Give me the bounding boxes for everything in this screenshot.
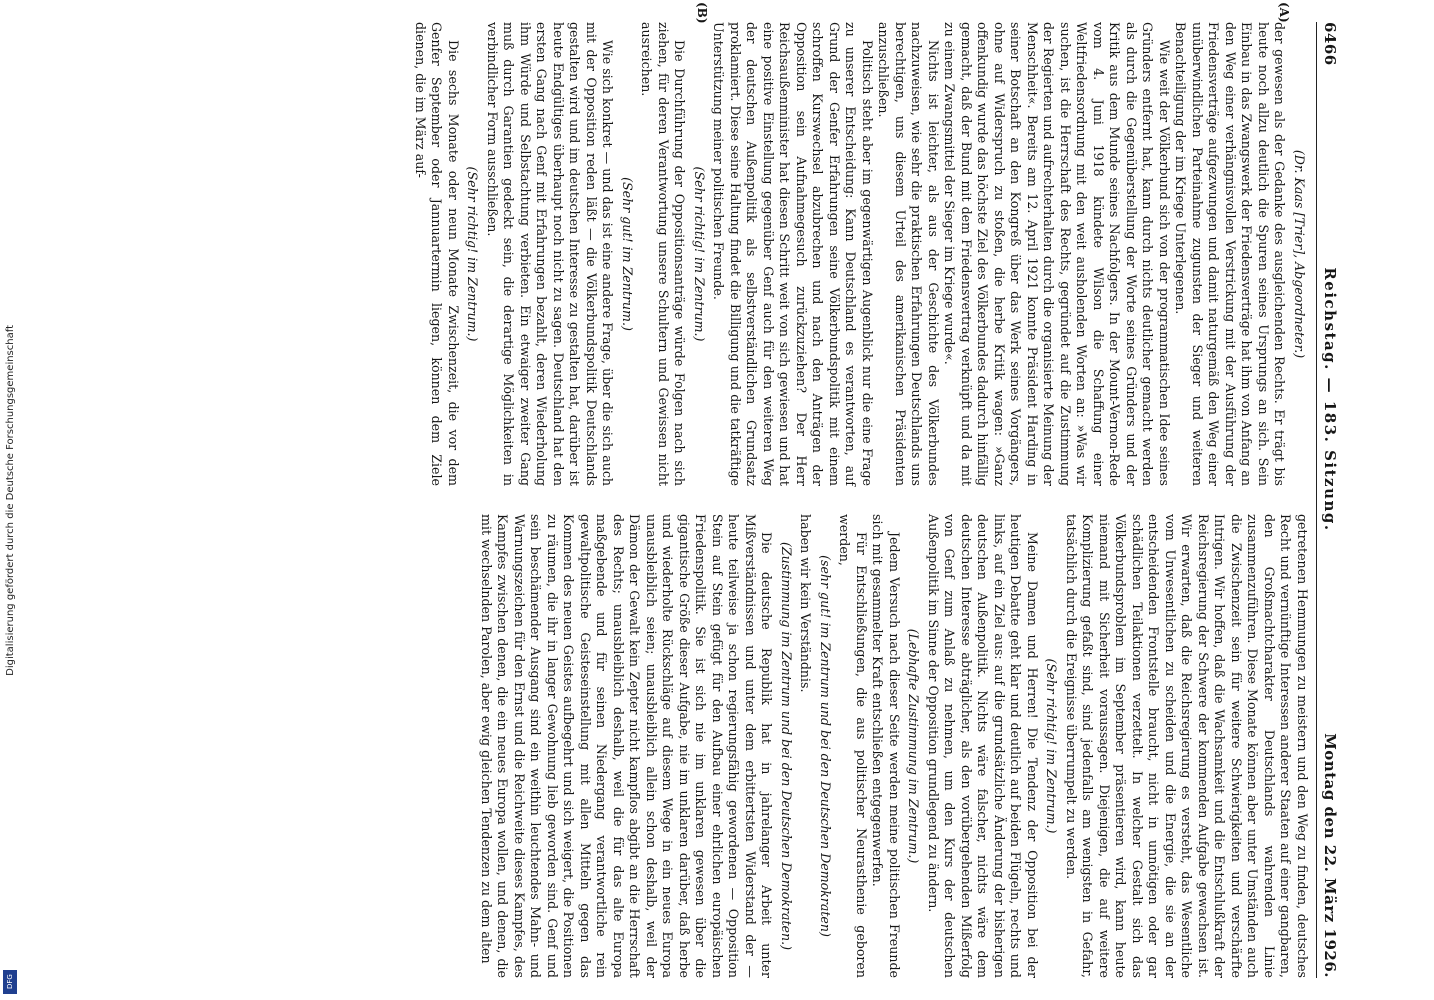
- paragraph: Wie weit der Völkerbund sich von der programmatischen Idee seines Gründers entfernt hat, kann durch nichts deutlicher gemacht werden als durch die Gegenüberstellung der Worte seines Gründers und der Kritik aus dem Munde seines Nachfolgers. In der Mount-Vernon-Rede vom 4. Juni 1918 kündete Wilson die Schaffung einer Weltfriedensordnung mit den weit ausholenden Worten an: »Was wir suchen, ist die Herrschaft des Rechts, gegründet auf die Zustimmung der Regierten und aufrechterhalten durch die organisierte Meinung der Menschheit«. Bereits am 12. April 1921 konnte Präsident Harding in seiner Botschaft an den Kongreß über das Werk seines Vorgängers, ohne auf Widerspruch zu stoßen, die herbe Kritik wagen: »Ganz offenkundig wurde das höchste Ziel des Völkerbundes dadurch hinfällig gemacht, daß der Bund mit dem Friedensvertrag verknüpft und da mit zu einem Zwangsmittel der Sieger im Kriege wurde«.: [942, 22, 1172, 486]
- paragraph: Die deutsche Republik hat in jahrelanger Arbeit unter Mißverständnissen und unter dem erbittertsten Widerstand der — heute teilweise ja schon regierungsfähig gewordenen — Opposition Stein auf Stein gefügt für den Aufbau einer ehrlichen europäischen Friedenspolitik. Sie ist sich nie im unklaren gewesen über die gigantische Größe dieser Aufgabe, nie im unklaren darüber, daß herbe und wiederholte Rückschläge auf diesem Wege in ein neues Europa unausbleiblich seien; unausbleiblich allein schon deshalb, weil der Dämon der Gewalt kein Zepter nicht kampflos abgibt an die Herrschaft des Rechts; unausbleiblich deshalb, weil die für das alte Europa maßgebende und für seinen Niedergang verantwortliche rein gewaltpolitische Geisteseinstellung mit allen Mitteln gegen das Kommen des neuen Geistes aufbegehrt und sich weigert, die Positionen zu räumen, die ihr in langer Gewohnung lieb geworden sind. Genf und sein beschämender Ausgang sind ein weithin leuchtendes Mahn- und Warnungszeichen für den Ernst und die Reichweite dieses Kampfes, des Kampfes zwischen denen, die ein neues Europa wollen, und denen, die mit wechselnden Parolen, aber ewig gleichen Tendenzen zu dem alten: [479, 514, 775, 978]
- paragraph: haben wir kein Verständnis.: [798, 514, 814, 693]
- speaker-line: (Dr. Kaas [Trier], Abgeordneter.): [1292, 149, 1307, 359]
- reaction: (Sehr richtig! im Zentrum.): [1044, 658, 1060, 834]
- margin-mark-b: (B): [695, 2, 709, 24]
- paragraph: Nichts ist leichter, als aus der Geschichte des Völkerbundes nachzuweisen, wie sehr die praktischen Erfahrungen Deutschlands uns berechtigen, uns diesem Urteil des amerikanischen Präsidenten anzuschließen.: [876, 22, 941, 486]
- scanned-page: [117, 0, 1357, 1000]
- paragraph: Für Entschließungen, die aus politischer Neurasthenie geboren werden,: [837, 514, 869, 978]
- page-number: 6466: [1321, 22, 1339, 66]
- paragraph: getretenen Hemmungen zu meistern und den Weg zu finden, deutsches Recht und vernünftige Interessen anderer Staaten auf einer gangbaren, den Großmachtcharakter Deutschlands wahrenden Linie zusammenzuführen. Diese Monate können aber unter Umständen auch die Zwischenzeit sein für weitere Schwierigkeiten und verschärfte Intrigen. Wir hoffen, daß die Wachsamkeit und die Entschlußkraft der Reichsregierung der Schwere der kommenden Aufgabe gewachsen ist. Wir erwarten, daß die Reichsregierung es versteht, das Wesentliche vom Unwesentlichen zu scheiden und die Energie, die sie an der entscheidenden Frontstelle braucht, nicht in unnötigen oder gar schädlichen Teilaktionen verzettelt. In welcher Gestalt sich das Völkerbundsproblem im September präsentieren wird, kann heute niemand mit Sicherheit voraussagen. Diejenigen, die auf weitere Komplizierung gefaßt sind, sind jedenfalls am wenigsten in Gefahr, tatsächlich durch die Ereignisse überrumpelt zu werden.: [1064, 514, 1310, 978]
- reaction: (Sehr gut! im Zentrum.): [620, 177, 635, 331]
- reaction: (Sehr richtig! im Zentrum.): [465, 166, 481, 342]
- dfg-logo: DFG: [3, 970, 17, 994]
- reaction: (sehr gut! im Zentrum und bei den Deutschen Demokraten): [818, 555, 833, 937]
- paragraph: Meine Damen und Herren! Die Tendenz der Opposition bei der heutigen Debatte geht klar und deutlich auf beiden Flügeln, rechts und links, auf ein Ziel aus: auf die grundsätzliche Änderung der bisherigen deutschen Außenpolitik. Nichts wäre falscher, nichts wäre dem deutschen Interesse abträglicher, als den vorübergehenden Mißerfolg von Genf zum Anlaß zu nehmen, um den Kurs der deutschen Außenpolitik im Sinne der Opposition grundlegend zu ändern.: [926, 514, 1040, 978]
- page-date: Montag den 22. März 1926.: [1321, 733, 1339, 978]
- paragraph: Die Durchführung der Oppositionsanträge würde Folgen nach sich ziehen, für deren Verantwortung unsere Schultern und Gewissen nicht ausreichen.: [639, 22, 688, 486]
- reaction: (Zustimmung im Zentrum und bei den Deutschen Demokraten.): [779, 541, 794, 951]
- reaction: (Lebhafte Zustimmung im Zentrum.): [906, 628, 922, 864]
- page-title: Reichstag. — 183. Sitzung.: [1321, 267, 1339, 532]
- reaction: (Sehr richtig! im Zentrum.): [692, 166, 707, 342]
- paragraph: der gewesen als der Gedanke des ausgleichenden Rechts. Er trägt bis heute noch allzu deutlich die Spuren seines Ursprungs an sich. Sein Einbau in das Zwangswerk der Friedensverträge hat ihm von Anfang an den Weg einer verhängnisvollen Verstrickung mit der Ausführung der Friedensverträge aufgezwungen und damit naturgemäß den Weg einer unüberwindlichen Parteinahme zugunsten der Sieger und weiteren Benachteiligung der im Kriege Unterlegenen.: [1173, 22, 1288, 486]
- column-left: [150, 2, 1310, 486]
- paragraph: Wie sich konkret — und das ist eine andere Frage, über die sich auch mit der Opposition reden läßt — die Völkerbundspolitik Deutschlands gestalten wird und im deutschen Interesse zu gestalten hat, darüber ist heute Endgültiges überhaupt noch nicht zu sagen. Deutschland hat den ersten Gang nach Genf mit Erfahrungen bezahlt, deren Wiederholung ihm Würde und Selbstachtung verbieten. Ein etwaiger zweiter Gang muß durch Garantien gedeckt sein, die derartige Möglichkeiten in verbindlicher Form ausschließen.: [485, 22, 616, 486]
- digitization-credit: [0, 0, 20, 1000]
- margin-mark-a: (A): [1277, 2, 1291, 23]
- paragraph: Politisch steht aber im gegenwärtigen Augenblick nur die eine Frage zu unserer Entscheidung: Kann Deutschland es verantworten, auf Grund der Genfer Erfahrungen seine Völkerbundspolitik mit einem schroffen Kurswechsel abzubrechen und nach den Anträgen der Opposition sein Aufnahmegesuch zurückzuziehen? Der Herr Reichsaußenminister hat diesen Schritt weit von sich gewiesen und hat eine positive Einstellung gegenüber Genf auch für den weiteren Weg der deutschen Außenpolitik als selbstverständlichen Grundsatz proklamiert. Diese seine Haltung findet die Billigung und die tatkräftige Unterstützung meiner politischen Freunde.: [711, 22, 875, 486]
- paragraph: Jedem Versuch nach dieser Seite werden meine politischen Freunde sich mit gesammelter Kraft entschließen entgegenwerfen.: [870, 514, 902, 978]
- credit-text: Digitalisierung gefördert durch die Deutsche Forschungsgemeinschaft: [4, 324, 16, 676]
- paragraph: Die sechs Monate oder neun Monate Zwischenzeit, die vor dem Genfer September oder Jannuartermin liegen, können dem Ziele dienen, die im März auf-: [413, 22, 461, 486]
- column-right: [150, 514, 1310, 978]
- page-header: [1316, 22, 1339, 978]
